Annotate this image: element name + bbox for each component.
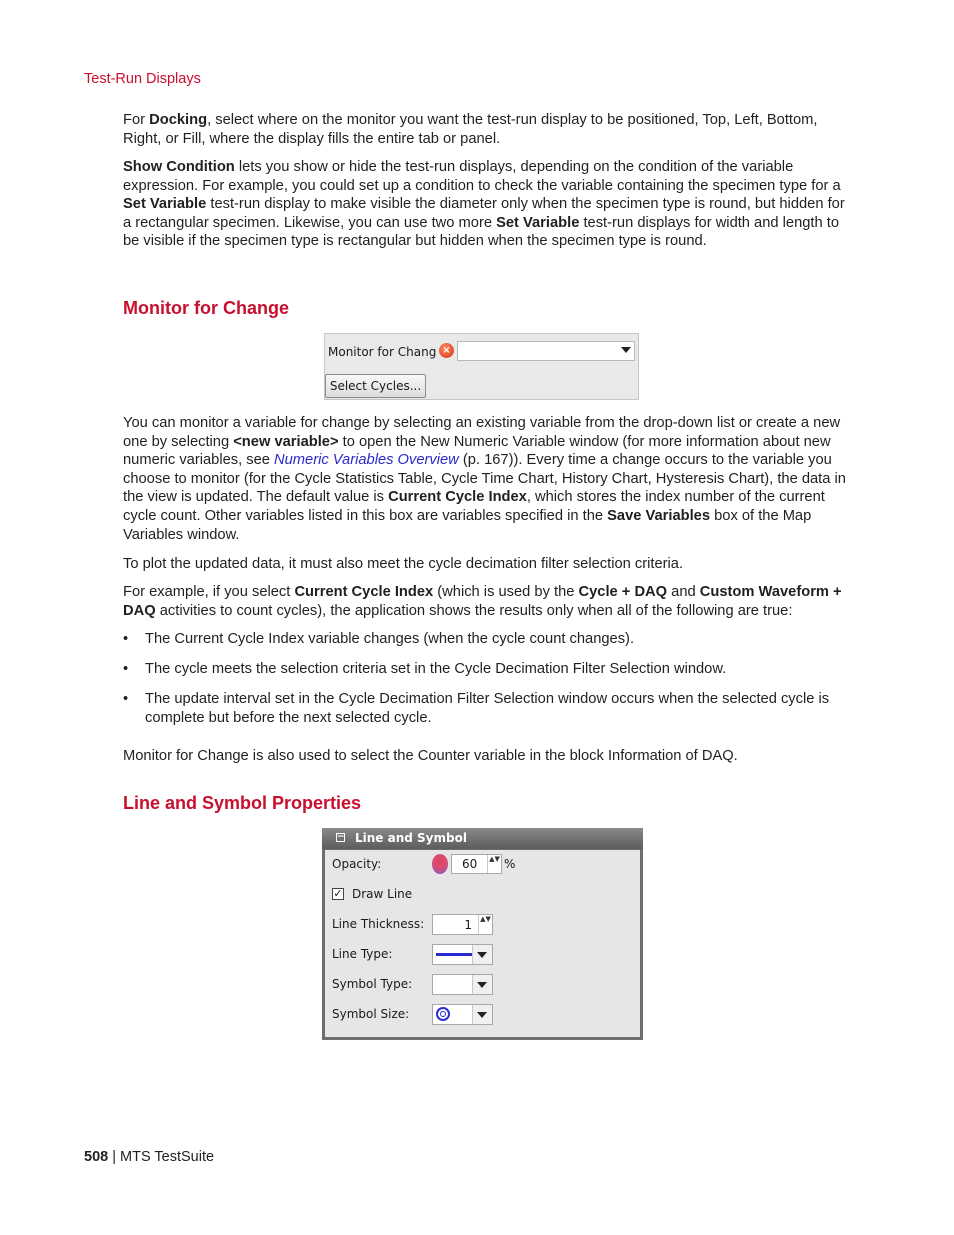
chevron-down-icon[interactable]: [472, 975, 492, 994]
list-item-text: The Current Cycle Index variable changes (when the cycle count changes).: [145, 631, 635, 647]
spin-arrows-icon[interactable]: ▲▼: [487, 855, 501, 873]
line-type-select[interactable]: [432, 944, 493, 965]
numeric-variables-overview-link[interactable]: Numeric Variables Overview: [274, 452, 459, 469]
line-and-symbol-screenshot: [322, 828, 643, 1040]
monitor-variable-select[interactable]: [457, 341, 635, 361]
docking-paragraph: For Docking, select where on the monitor you want the test-run display to be positioned, Top, Left, Bottom, Right, or Fill, where the display fills the entire tab or panel.: [123, 112, 818, 147]
opacity-stepper[interactable]: [451, 854, 502, 874]
collapse-icon[interactable]: −: [337, 832, 345, 842]
heading-monitor-for-change: Monitor for Change: [123, 298, 289, 318]
running-head: Test-Run Displays: [84, 71, 201, 87]
bullet-icon: •: [123, 631, 129, 647]
spin-arrows-icon[interactable]: ▲▼: [478, 915, 492, 934]
line-thickness-stepper[interactable]: [432, 914, 493, 935]
symbol-size-select[interactable]: [432, 1004, 493, 1025]
select-cycles-button[interactable]: Select Cycles...: [325, 374, 426, 398]
list-item-text: The cycle meets the selection criteria set in the Cycle Decimation Filter Selection window.: [145, 661, 727, 677]
opacity-icon: [432, 854, 448, 874]
monitor-for-change-label: Monitor for Chang: [328, 345, 437, 359]
line-type-label: Line Type:: [332, 947, 393, 961]
symbol-type-select[interactable]: [432, 974, 493, 995]
bullet-icon: •: [123, 691, 129, 707]
draw-line-label: Draw Line: [352, 887, 413, 901]
panel-body: [325, 850, 640, 1037]
symbol-inner-circle-icon: [440, 1011, 446, 1017]
heading-line-and-symbol: Line and Symbol Properties: [123, 793, 362, 813]
example-paragraph: For example, if you select Current Cycle Index (which is used by the Cycle + DAQ and Custom Waveform + DAQ activities to count cycles), the application shows the results only when all of the following are true:: [123, 584, 842, 619]
show-condition-paragraph: Show Condition lets you show or hide the test-run displays, depending on the condition of the variable expression. For example, you could set up a condition to check the variable containing the specimen type for a Set Variable test-run display to make visible the diameter only when the specimen type is round, but hidden for a rectangular specimen. Likewise, you can use two more Set Variable test-run displays for width and length to be visible if the specimen type is rectangular but hidden when the specimen type is round.: [123, 159, 845, 250]
page-number: 508: [84, 1149, 109, 1165]
opacity-value: 60: [462, 857, 478, 871]
line-thickness-value: 1: [464, 918, 472, 932]
monitor-for-change-screenshot: [324, 333, 639, 400]
chevron-down-icon[interactable]: [472, 1005, 492, 1024]
chevron-down-icon[interactable]: [621, 347, 631, 353]
panel-title: Line and Symbol: [355, 831, 467, 845]
counter-paragraph: Monitor for Change is also used to select the Counter variable in the block Information of DAQ.: [123, 748, 738, 764]
line-thickness-label: Line Thickness:: [332, 917, 425, 931]
monitor-description-paragraph: You can monitor a variable for change by selecting an existing variable from the drop-down list or create a new one by selecting <new variable> to open the New Numeric Variable window (for more information about new numeric variables, see Numeric Variables Overview (p. 167)). Every time a change occurs to the variable you choose to monitor (for the Cycle Statistics Table, Cycle Time Chart, History Chart, Hysteresis Chart), the data in the view is updated. The default value is Current Cycle Index, which stores the index number of the current cycle count. Other variables listed in this box are variables specified in the Save Variables box of the Map Variables window.: [123, 415, 846, 543]
opacity-unit: %: [504, 857, 516, 871]
draw-line-checkbox[interactable]: ✓: [333, 887, 343, 900]
list-item-text: The update interval set in the Cycle Decimation Filter Selection window occurs when the selected cycle is complete but before the next selected cycle.: [145, 691, 830, 726]
symbol-type-label: Symbol Type:: [332, 977, 413, 991]
page-footer: 508 | MTS TestSuite: [84, 1149, 215, 1165]
bullet-icon: •: [123, 661, 129, 677]
panel-header[interactable]: [322, 828, 643, 849]
book-title: MTS TestSuite: [120, 1149, 215, 1165]
plot-paragraph: To plot the updated data, it must also meet the cycle decimation filter selection criteria.: [123, 556, 684, 572]
opacity-label: Opacity:: [332, 857, 382, 871]
symbol-size-label: Symbol Size:: [332, 1007, 410, 1021]
chevron-down-icon[interactable]: [472, 945, 492, 964]
line-sample-icon: [436, 953, 472, 956]
error-icon: ×: [439, 343, 454, 358]
